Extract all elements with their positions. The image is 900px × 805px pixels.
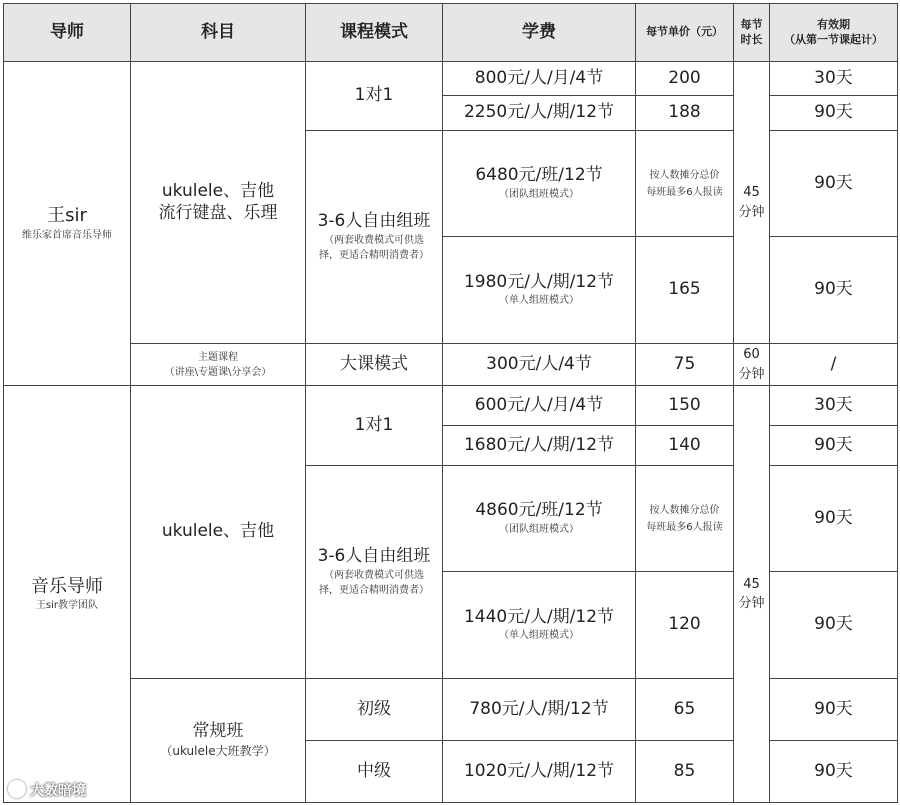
fee-text: 800元/人/月/4节 <box>474 67 604 88</box>
price-text: 85 <box>673 760 696 781</box>
mode-cell <box>306 344 443 386</box>
subject-line: ukulele、吉他 <box>161 181 275 202</box>
mode-cell <box>306 679 443 741</box>
fee-cell <box>443 679 636 741</box>
subject-cell <box>131 344 306 386</box>
price-text: 65 <box>673 698 696 719</box>
mode-note: （两套收费模式可供选 <box>324 569 424 581</box>
fee-text: 1020元/人/期/12节 <box>463 760 615 781</box>
header-validity-line2: （从第一节课起计） <box>784 32 883 46</box>
fee-text: 600元/人/月/4节 <box>474 394 604 415</box>
pricing-table <box>3 3 898 803</box>
validity-text: 90天 <box>814 279 853 300</box>
fee-cell <box>443 62 636 96</box>
validity-cell <box>770 237 898 344</box>
price-cell <box>636 386 734 426</box>
fee-cell <box>443 572 636 679</box>
fee-text: 1440元/人/期/12节 <box>463 606 615 627</box>
fee-note: （团队组班模式） <box>499 523 579 535</box>
price-text: 150 <box>668 394 701 415</box>
fee-note: （单人组班模式） <box>499 295 579 307</box>
price-cell <box>636 237 734 344</box>
fee-text: 1980元/人/期/12节 <box>463 271 615 292</box>
subject-line: 常规班 <box>192 720 244 741</box>
validity-text: 90天 <box>814 434 853 455</box>
validity-cell <box>770 131 898 237</box>
validity-cell <box>770 62 898 96</box>
validity-text: 90天 <box>814 102 853 123</box>
duration-cell <box>734 344 770 386</box>
fee-note: （单人组班模式） <box>499 630 579 642</box>
teacher-name: 音乐导师 <box>31 575 103 597</box>
fee-note: （团队组班模式） <box>499 188 579 200</box>
mode-cell <box>306 741 443 803</box>
mode-cell <box>306 466 443 679</box>
header-duration-line1: 每节 <box>740 17 763 31</box>
validity-text: 30天 <box>814 67 853 88</box>
price-cell <box>636 62 734 96</box>
fee-cell <box>443 344 636 386</box>
validity-text: 90天 <box>814 614 853 635</box>
header-mode: 课程模式 <box>306 4 443 62</box>
validity-cell <box>770 426 898 466</box>
duration-unit: 分钟 <box>738 596 765 611</box>
validity-cell <box>770 679 898 741</box>
fee-cell <box>443 386 636 426</box>
validity-text: 90天 <box>814 698 853 719</box>
price-text: 120 <box>668 614 701 635</box>
validity-cell <box>770 344 898 386</box>
mode-cell <box>306 131 443 344</box>
subject-cell <box>131 62 306 344</box>
subject-cell <box>131 386 306 679</box>
mode-label: 初级 <box>357 698 391 719</box>
price-note: 按人数摊分总价 <box>649 169 720 181</box>
fee-cell <box>443 741 636 803</box>
header-teacher: 导师 <box>4 4 131 62</box>
subject-cell <box>131 679 306 803</box>
mode-label: 中级 <box>357 760 391 781</box>
validity-text: 90天 <box>814 172 853 193</box>
mode-cell <box>306 386 443 466</box>
price-text: 188 <box>668 102 701 123</box>
mode-note: 择，更适合精明消费者） <box>319 249 429 261</box>
header-validity <box>770 4 898 62</box>
mode-label: 3-6人自由组班 <box>317 546 431 567</box>
duration-number: 45 <box>743 185 760 200</box>
header-row <box>4 4 898 62</box>
price-note: 每班最多6人报读 <box>646 186 723 198</box>
duration-cell <box>734 386 770 803</box>
price-cell <box>636 466 734 572</box>
teacher-wang <box>4 62 131 386</box>
header-subject: 科目 <box>131 4 306 62</box>
mode-label: 1对1 <box>354 85 394 106</box>
subject-line: 流行键盘、乐理 <box>158 202 278 223</box>
duration-number: 45 <box>743 576 760 592</box>
watermark-text: 大数暗境 <box>30 783 86 799</box>
header-duration <box>734 4 770 62</box>
validity-cell <box>770 466 898 572</box>
validity-text: / <box>830 353 837 374</box>
price-note: 按人数摊分总价 <box>649 504 720 516</box>
header-duration-line2: 时长 <box>740 32 763 46</box>
subject-note: （讲座\专题课\分享会） <box>164 366 272 378</box>
table-row <box>4 62 898 96</box>
watermark <box>8 780 86 800</box>
fee-text: 780元/人/期/12节 <box>469 698 609 719</box>
price-cell <box>636 679 734 741</box>
fee-cell <box>443 426 636 466</box>
fee-text: 2250元/人/期/12节 <box>463 102 615 123</box>
subject-line: 主题课程 <box>198 351 238 363</box>
watermark-logo-icon <box>8 780 26 798</box>
fee-cell <box>443 466 636 572</box>
validity-text: 90天 <box>814 760 853 781</box>
fee-text: 1680元/人/期/12节 <box>463 434 615 455</box>
fee-cell <box>443 96 636 131</box>
duration-cell <box>734 62 770 344</box>
price-cell <box>636 741 734 803</box>
price-cell <box>636 426 734 466</box>
subject-line: ukulele、吉他 <box>161 521 275 542</box>
duration-unit: 分钟 <box>738 204 765 220</box>
duration-number: 60 <box>743 347 760 362</box>
teacher-desc: 维乐家首席音乐导师 <box>22 229 112 241</box>
header-validity-line1: 有效期 <box>817 17 850 31</box>
table-row <box>4 386 898 426</box>
mode-label: 1对1 <box>354 414 394 435</box>
mode-cell <box>306 62 443 131</box>
header-unit-price: 每节单价（元） <box>636 4 734 62</box>
mode-label: 3-6人自由组班 <box>317 211 431 232</box>
fee-cell <box>443 131 636 237</box>
teacher-team <box>4 386 131 803</box>
fee-cell <box>443 237 636 344</box>
validity-cell <box>770 572 898 679</box>
price-text: 140 <box>668 434 701 455</box>
duration-unit: 分钟 <box>738 366 765 382</box>
price-text: 200 <box>668 67 701 88</box>
price-cell <box>636 96 734 131</box>
teacher-desc: 王sir教学团队 <box>35 600 99 612</box>
price-text: 165 <box>668 279 701 300</box>
validity-text: 90天 <box>814 507 853 528</box>
mode-note: 择，更适合精明消费者） <box>319 584 429 596</box>
fee-text: 6480元/班/12节 <box>475 165 603 186</box>
validity-cell <box>770 96 898 131</box>
price-note: 每班最多6人报读 <box>646 521 723 533</box>
validity-text: 30天 <box>814 394 853 415</box>
table-row <box>4 344 898 386</box>
validity-cell <box>770 741 898 803</box>
mode-note: （两套收费模式可供选 <box>324 234 424 246</box>
teacher-name: 王sir <box>47 205 87 227</box>
price-cell <box>636 344 734 386</box>
price-cell <box>636 572 734 679</box>
price-cell <box>636 131 734 237</box>
price-text: 75 <box>673 353 696 374</box>
validity-cell <box>770 386 898 426</box>
fee-text: 4860元/班/12节 <box>475 500 603 521</box>
fee-text: 300元/人/4节 <box>486 353 592 374</box>
header-fee: 学费 <box>443 4 636 62</box>
mode-label: 大课模式 <box>340 353 408 374</box>
subject-note: （ukulele大班教学） <box>160 744 276 759</box>
